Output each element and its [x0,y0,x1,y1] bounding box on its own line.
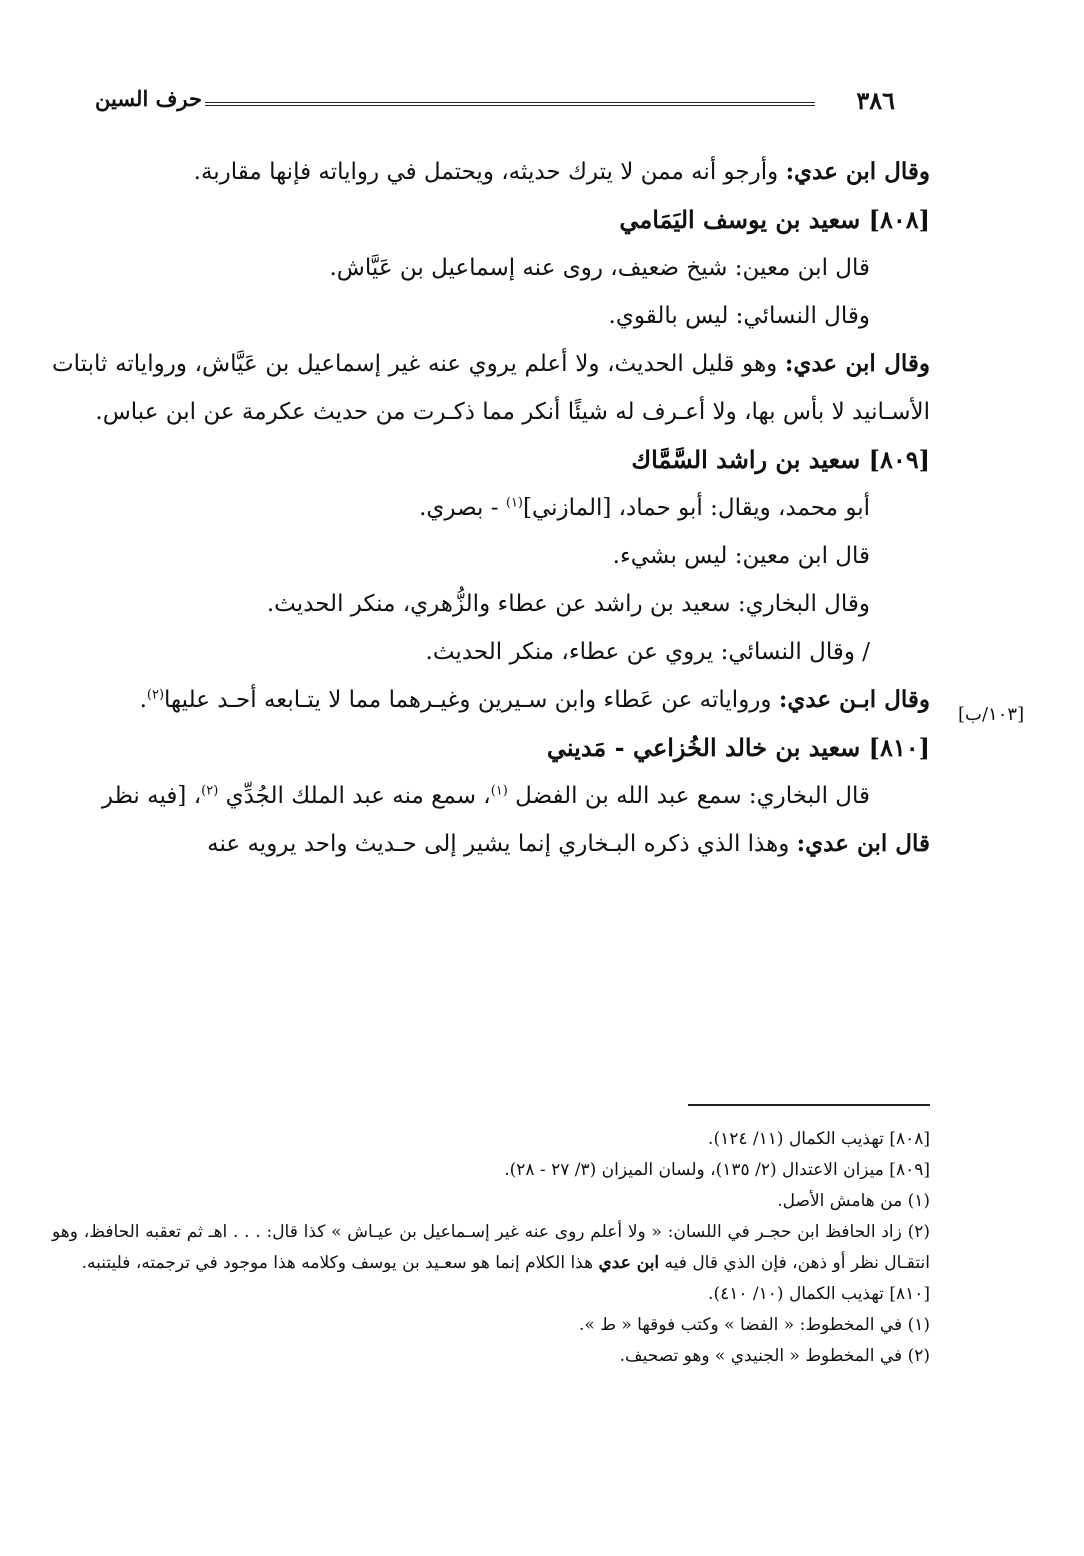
text-line: وقال النسائي: ليس بالقوي. [608,303,870,329]
entry-heading-810: [٨١٠] سعيد بن خالد الخُزاعي - مَديني [546,733,930,762]
paragraph: وقال ابـن عدي: ورواياته عن عَطاء وابن سـيرين وغيـرهما مما لا يتـابعه أحـد عليها$^{(٢)}$. [139,686,930,713]
page-number: ٣٨٦ [856,86,895,115]
speaker-label: وقال ابن عدي: [784,350,930,377]
footnote: (٢) في المخطوط « الجنيدي » وهو تصحيف. [619,1346,930,1366]
speaker-label: وقال ابن عدي: [785,158,930,185]
footnote: (٢) زاد الحافظ ابن حجـر في اللسان: « ولا أعلم روى عنه غير إسـماعيل بن عيـاش » كذا قال: . . . اهـ ثم تعقبه الحافظ، وهو انتقـال نظر أو ذهن، فإن الذي قال فيه ابن عدي هذا الكلام إنما هو سعـيد بن يوسف وكلامه هذا موجود في ترجمته، فليتنبه. [52,1222,930,1273]
paragraph: قال ابن عدي: وهذا الذي ذكره البـخاري إنما يشير إلى حـديث واحد يرويه عنه [207,830,930,857]
entry-heading-809: [٨٠٩] سعيد بن راشد السَّمَّاك [631,445,930,474]
footnote: [٨١٠] تهذيب الكمال (١٠/ ٤١٠). [708,1284,930,1304]
text-line: قال ابن معين: ليس بشيء. [612,543,870,569]
page-header [95,86,895,122]
manuscript-folio-marker: [١٠٣/ب] [958,704,1025,725]
footnotes [52,1124,930,1372]
footnote: (١) من هامش الأصل. [777,1191,930,1211]
entry-heading-808: [٨٠٨] سعيد بن يوسف اليَمَامي [619,205,930,234]
footnote-ref: (٢) [201,783,219,799]
footnote: [٨٠٨] تهذيب الكمال (١١/ ١٢٤). [708,1129,930,1149]
text-line: وقال البخاري: سعيد بن راشد عن عطاء والزُّهري، منكر الحديث. [266,591,870,617]
text-line: قال البخاري: سمع عبد الله بن الفضل $^{(١)}$، سمع منه عبد الملك الجُدِّي $^{(٢)}$، [فيه نظر [101,783,870,809]
footnote: (١) في المخطوط: « الفضا » وكتب فوقها « ط ». [579,1315,930,1335]
main-text [52,148,930,868]
paragraph: وقال ابن عدي: وأرجو أنه ممن لا يترك حديثه، ويحتمل في رواياته فإنها مقاربة. [193,158,930,185]
header-rule [205,102,815,106]
speaker-label: قال ابن عدي: [796,830,930,857]
footnote-separator [688,1104,930,1106]
footnote: [٨٠٩] ميزان الاعتدال (٢/ ١٣٥)، ولسان الميزان (٣/ ٢٧ - ٢٨). [504,1160,930,1180]
footnote-ref: (١) [490,783,508,799]
text-line: قال ابن معين: شيخ ضعيف، روى عنه إسماعيل بن عَيَّاش. [329,255,870,281]
speaker-label: وقال ابـن عدي: [778,686,930,713]
text-line: أبو محمد، ويقال: أبو حماد، [المازني]$^{(١)}$ - بصري. [419,495,870,521]
text-line: / وقال النسائي: يروي عن عطاء، منكر الحديث. [425,639,870,665]
footnote-ref: (٢) [146,687,165,703]
paragraph: وقال ابن عدي: وهو قليل الحديث، ولا أعلم يروي عنه غير إسماعيل بن عَيَّاش، ورواياته ثابتات الأسـانيد لا بأس بها، ولا أعـرف له شيئًا أنكر مما ذكـرت من حديث عكرمة عن ابن عباس. [52,350,930,425]
chapter-title: حرف السين [95,86,202,111]
footnote-ref: (١) [505,495,523,511]
